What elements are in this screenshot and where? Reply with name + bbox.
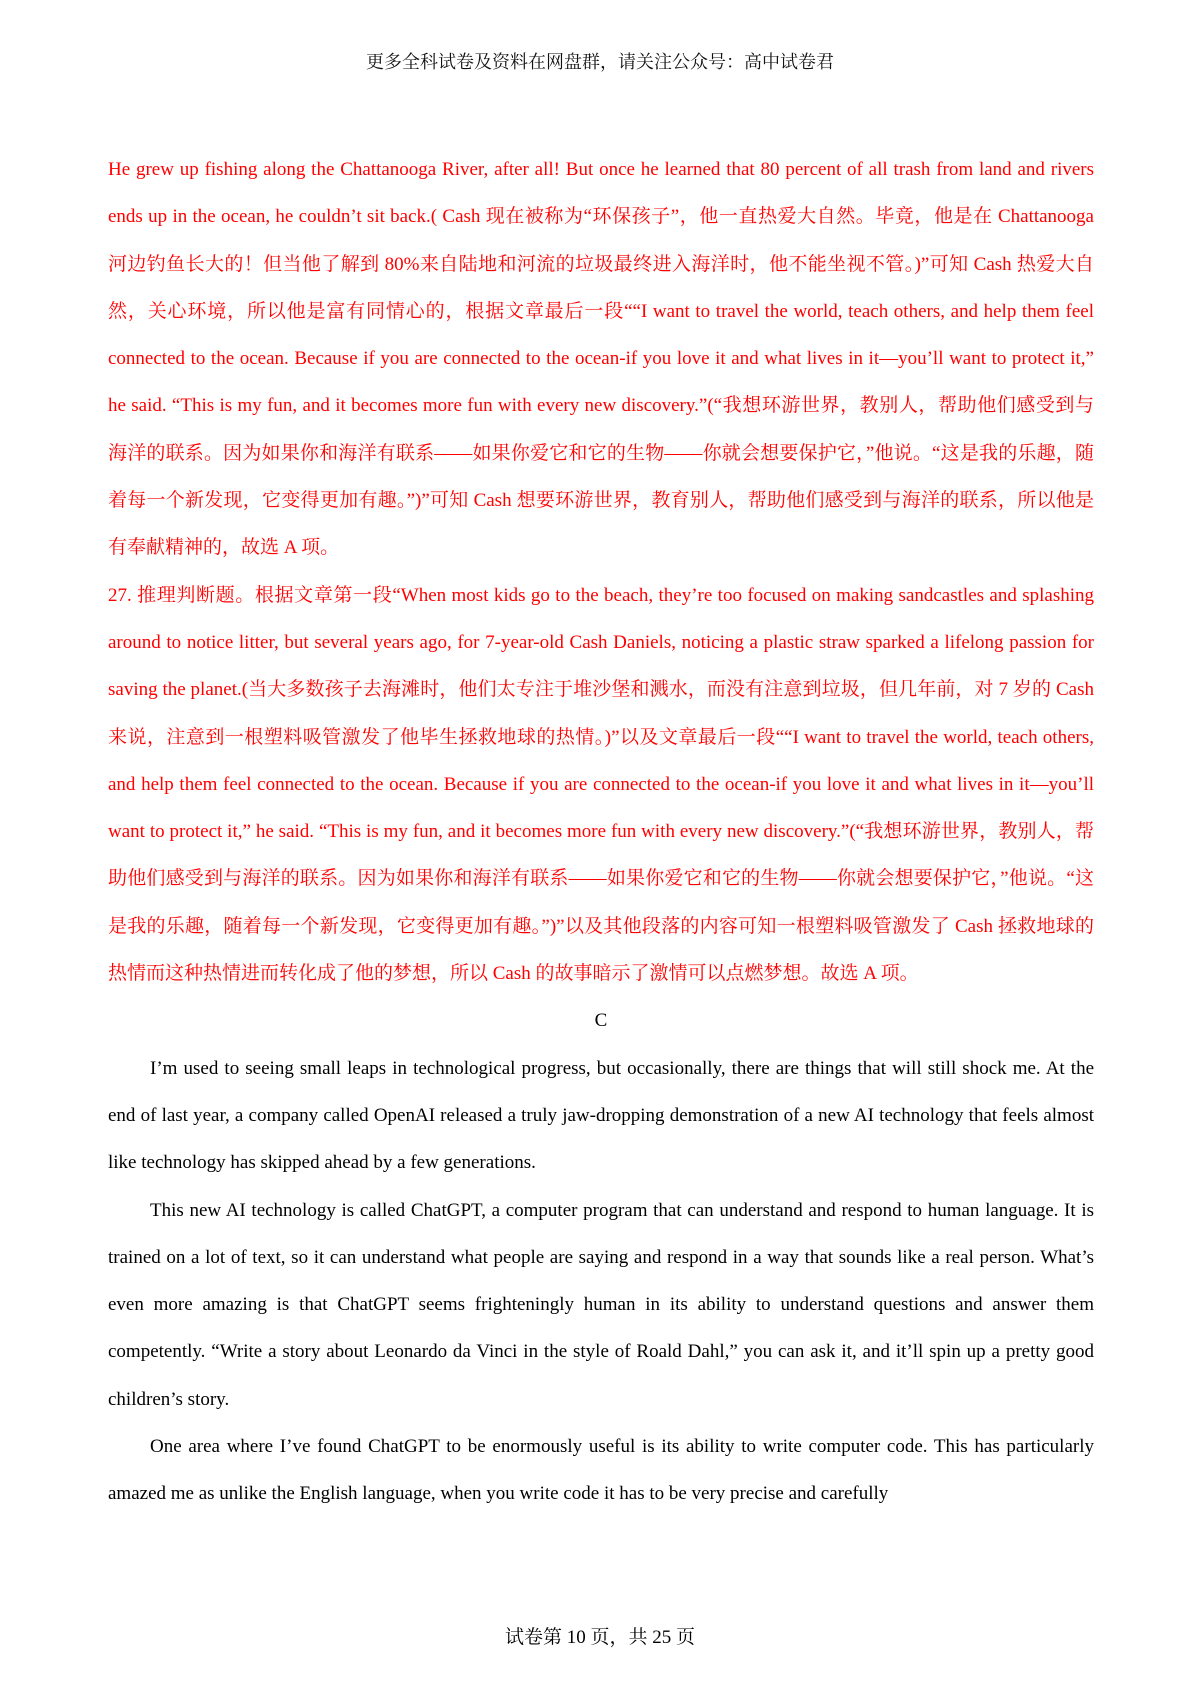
passage-paragraph-1: I’m used to seeing small leaps in technological progress, but occasionally, there are things that will still shock me. At the end of last year, a company called OpenAI released a truly jaw-dropping demonstration of a new AI technology that feels almost like technology has skipped ahead by a few generations. xyxy=(108,1057,1094,1174)
section-label: C xyxy=(594,1010,608,1032)
page-footer: 试卷第 10 页，共 25 页 xyxy=(504,1627,695,1648)
page-content xyxy=(108,146,1094,1518)
passage-paragraph-2: This new AI technology is called ChatGPT, a computer program that can understand and respond to human language. It is trained on a lot of text, so it can understand what people are saying and respond in a way that sounds like a real person. What’s even more amazing is that ChatGPT seems frighteningly human in its ability to understand questions and answer them competently. “Write a story about Leonardo da Vinci in the style of Roald Dahl,” you can ask it, and it’ll spin up a pretty good children’s story. xyxy=(108,1199,1094,1410)
answer-explanation: He grew up fishing along the Chattanooga River, after all! But once he learned that 80 percent of all trash from land and rivers ends up in the ocean, he couldn’t sit back.( Cash 现在被称为“环保孩子”，他一直热爱大自然。毕竟，他是在 Chattanooga 河边钓鱼长大的！但当他了解到 80%来自陆地和河流的垃圾最终进入海洋时，他不能坐视不管。)”可知 Cash 热爱大自然，关心环境，所以他是富有同情心的，根据文章最后一段““I want to travel the world, teach others, and help them feel connected to the ocean. Because if you are connected to the ocean-if you love it and what lives in it—you’ll want to protect it,” he said. “This is my fun, and it becomes more fun with every new discovery.”(“我想环游世界，教别人，帮助他们感受到与海洋的联系。因为如果你和海洋有联系——如果你爱它和它的生物——你就会想要保护它，”他说。“这是我的乐趣，随着每一个新发现，它变得更加有趣。”)”可知 Cash 想要环游世界，教育别人，帮助他们感受到与海洋的联系，所以他是有奉献精神的，故选 A 项。 xyxy=(108,159,1094,559)
answer-q27: 27. 推理判断题。根据文章第一段“When most kids go to the beach, they’re too focused on making sandcastles and splashing around to notice litter, but several years ago, for 7-year-old Cash Daniels, noticing a plastic straw sparked a lifelong passion for saving the planet.(当大多数孩子去海滩时，他们太专注于堆沙堡和溅水，而没有注意到垃圾，但几年前，对 7 岁的 Cash 来说，注意到一根塑料吸管激发了他毕生拯救地球的热情。)”以及文章最后一段““I want to travel the world, teach others, and help them feel connected to the ocean. Because if you are connected to the ocean-if you love it and what lives in it—you’ll want to protect it,” he said. “This is my fun, and it becomes more fun with every new discovery.”(“我想环游世界，教别人，帮助他们感受到与海洋的联系。因为如果你和海洋有联系——如果你爱它和它的生物——你就会想要保护它，”他说。“这是我的乐趣，随着每一个新发现，它变得更加有趣。”)”以及其他段落的内容可知一根塑料吸管激发了 Cash 拯救地球的热情而这种热情进而转化成了他的梦想，所以 Cash 的故事暗示了激情可以点燃梦想。故选 A 项。 xyxy=(108,584,1094,985)
page-header: 更多全科试卷及资料在网盘群，请关注公众号：高中试卷君 xyxy=(366,52,834,72)
passage-paragraph-3: One area where I’ve found ChatGPT to be enormously useful is its ability to write computer code. This has particularly amazed me as unlike the English language, when you write code it has to be very precise and carefully xyxy=(108,1436,1094,1505)
